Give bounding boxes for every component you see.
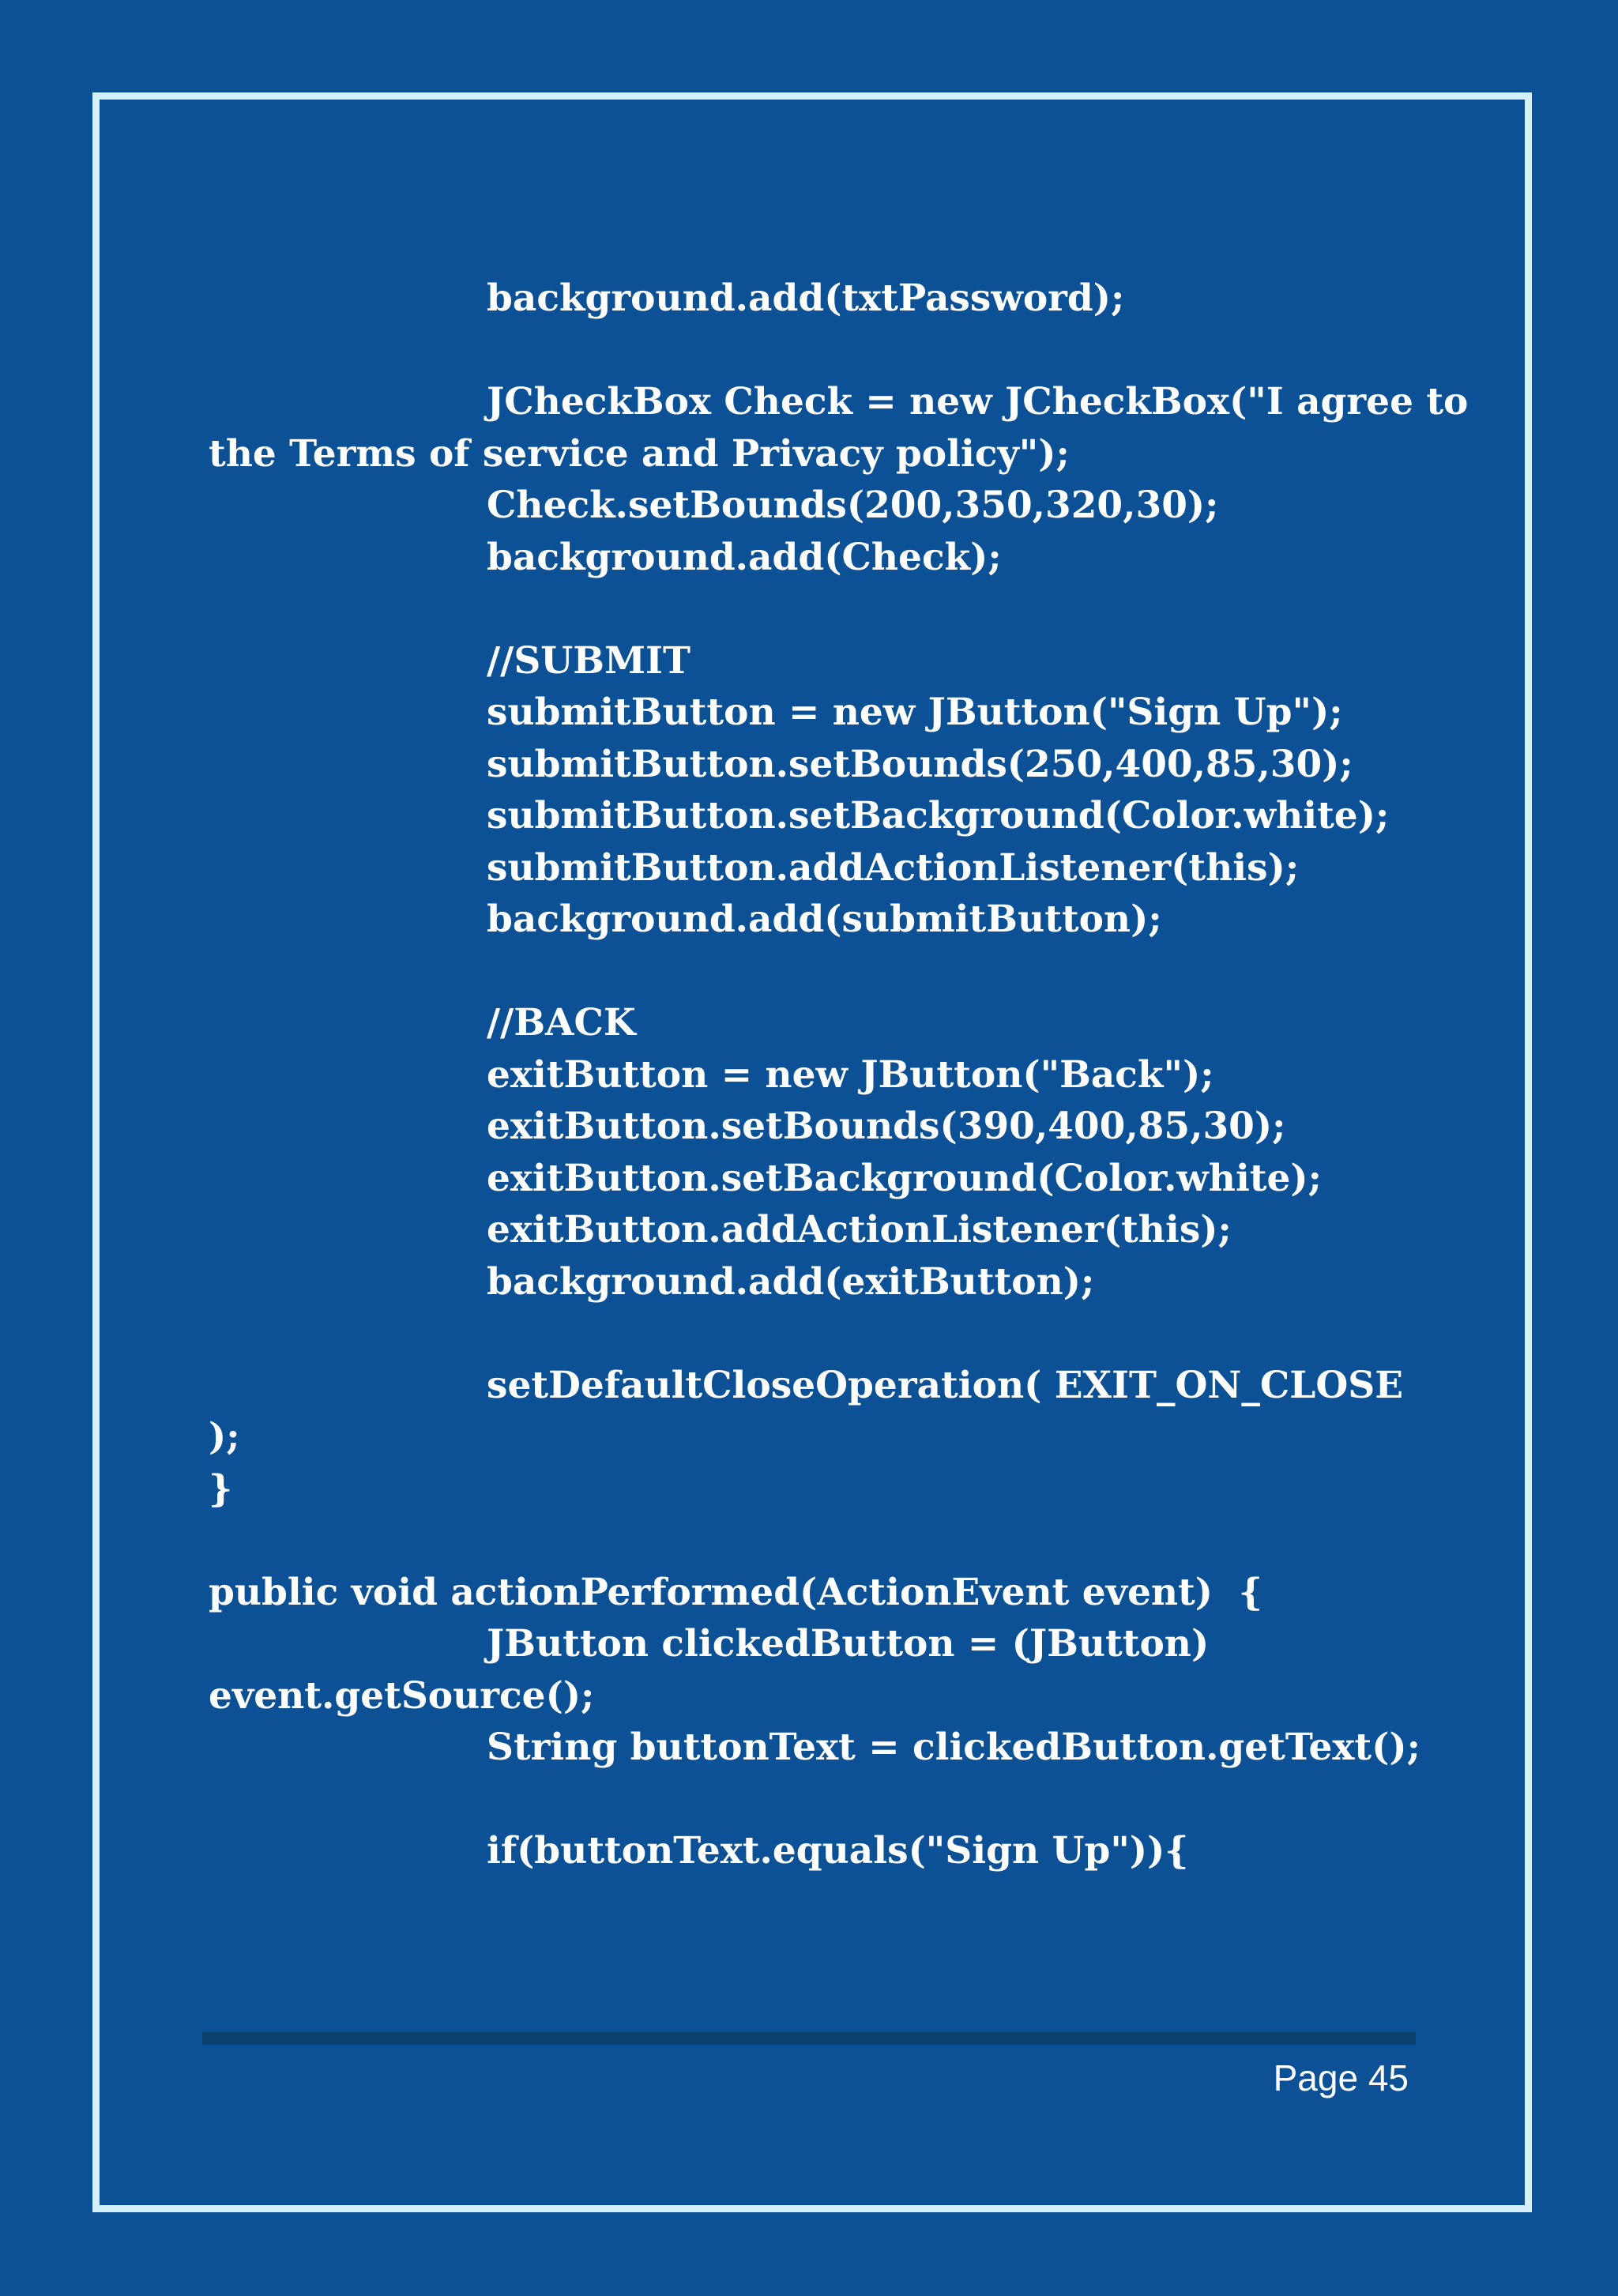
code-line: JCheckBox Check = new JCheckBox("I agree to: [487, 380, 1469, 423]
code-line: //BACK: [487, 1001, 636, 1044]
code-line: exitButton.addActionListener(this);: [487, 1208, 1232, 1252]
blank-line: [209, 1774, 1441, 1826]
code-line: public void actionPerformed(ActionEvent event) {: [209, 1570, 1262, 1614]
code-line: event.getSource();: [209, 1673, 595, 1718]
code-line: Check.setBounds(200,350,320,30);: [487, 484, 1219, 527]
footer-divider: [202, 2032, 1416, 2045]
code-line: exitButton.setBackground(Color.white);: [487, 1156, 1322, 1200]
code-line: setDefaultCloseOperation( EXIT_ON_CLOSE: [487, 1363, 1404, 1407]
blank-line: [209, 1308, 1441, 1360]
blank-line: [209, 1515, 1441, 1567]
code-line: submitButton.addActionListener(this);: [487, 845, 1300, 890]
code-line: submitButton.setBackground(Color.white);: [487, 794, 1390, 837]
code-line: exitButton = new JButton("Back");: [487, 1052, 1214, 1097]
code-line: //SUBMIT: [487, 638, 690, 683]
blank-line: [209, 325, 1441, 377]
code-line: the Terms of service and Privacy policy");: [209, 431, 1070, 476]
code-line: submitButton.setBounds(250,400,85,30);: [487, 742, 1353, 786]
code-listing: [209, 273, 1469, 1877]
code-line: }: [209, 1466, 233, 1511]
code-line: background.add(txtPassword);: [487, 277, 1125, 320]
code-line: exitButton.setBounds(390,400,85,30);: [487, 1105, 1286, 1148]
code-line: submitButton = new JButton("Sign Up");: [487, 691, 1343, 734]
page-number: Page 45: [1273, 2057, 1409, 2098]
code-line: );: [209, 1415, 240, 1459]
code-line: background.add(Check);: [487, 535, 1002, 579]
code-line: background.add(exitButton);: [487, 1259, 1095, 1304]
blank-line: [209, 946, 1441, 998]
code-line: if(buttonText.equals("Sign Up")){: [487, 1829, 1189, 1873]
code-line: background.add(submitButton);: [487, 898, 1162, 941]
code-line: String buttonText = clickedButton.getText();: [487, 1726, 1420, 1769]
code-line: JButton clickedButton = (JButton): [487, 1622, 1210, 1666]
blank-line: [209, 583, 1441, 635]
